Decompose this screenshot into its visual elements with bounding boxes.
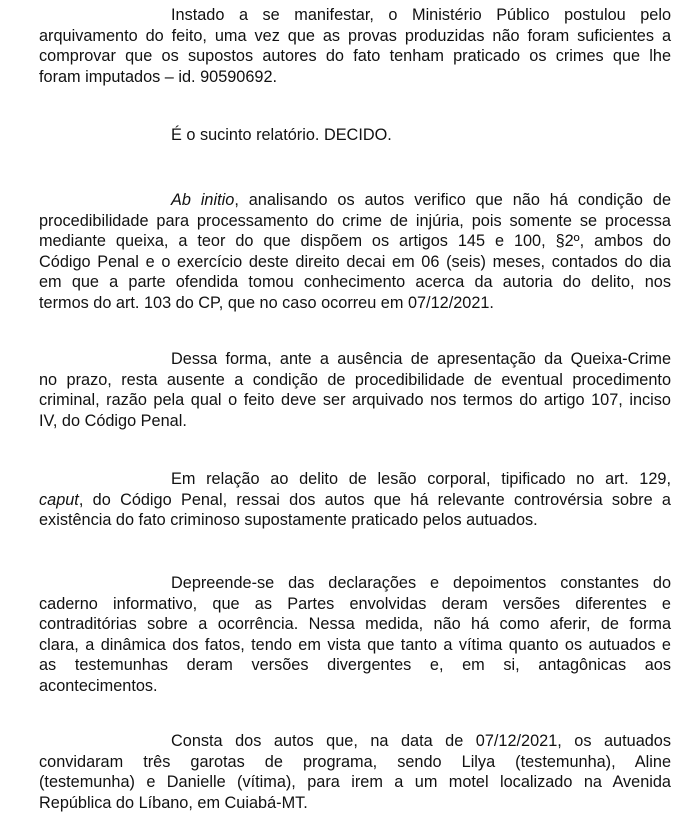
text-line: Depreende-se das declarações e depoimentos constantes do: [171, 574, 671, 592]
paragraph-dessa-forma: [39, 349, 671, 431]
text-line: [39, 190, 671, 211]
text-line: procedibilidade para processamento do crime de injúria, pois somente se processa: [39, 211, 671, 230]
text-line: Em relação ao delito de lesão corporal, tipificado no art. 129,: [171, 470, 671, 488]
paragraph-relatorio: [171, 125, 392, 146]
text-line: clara, a dinâmica dos fatos, tendo em vista que tanto a vítima quanto os autuados e: [39, 635, 671, 654]
paragraph-depreende-se: [39, 573, 671, 697]
paragraph-consta-dos-autos: [39, 731, 671, 813]
text-line: caderno informativo, que as Partes envolvidas deram versões diferentes e: [39, 594, 671, 613]
text-line: [39, 490, 671, 511]
italic-term: caput: [39, 490, 79, 509]
text-fragment: , analisando os autos verifico que não há condição de: [234, 191, 671, 209]
text-line: (testemunha) e Danielle (vítima), para irem a um motel localizado na Avenida: [39, 773, 671, 792]
paragraph-manifestacao: [39, 5, 671, 87]
paragraph-lesao-corporal: [39, 469, 671, 531]
paragraph-ab-initio: [39, 190, 671, 314]
text-line: convidaram três garotas de programa, sendo Lilya (testemunha), Aline: [39, 752, 671, 771]
text-line: Instado a se manifestar, o Ministério Público postulou pelo: [171, 6, 671, 24]
text-line: mediante queixa, a teor do que dispõem os artigos 145 e 100, §2º, ambos do: [39, 232, 671, 251]
text-fragment: , do Código Penal, ressai dos autos que há relevante controvérsia sobre a: [78, 490, 671, 509]
text-line: as testemunhas deram versões divergentes e, em si, antagônicas aos: [39, 656, 671, 675]
text-line: Dessa forma, ante a ausência de apresentação da Queixa-Crime: [171, 350, 671, 368]
text-line: Código Penal e o exercício deste direito decai em 06 (seis) meses, contados do dia: [39, 252, 671, 271]
italic-term: Ab initio: [171, 191, 235, 209]
text-line: existência do fato criminoso supostamente praticado pelos autuados.: [39, 511, 538, 530]
text-line: no prazo, resta ausente a condição de procedibilidade de eventual procedimento: [39, 370, 671, 389]
text-line: IV, do Código Penal.: [39, 411, 187, 430]
text-line: contraditórias sobre a ocorrência. Nessa medida, não há como aferir, de forma: [39, 615, 671, 634]
text-line: República do Líbano, em Cuiabá-MT.: [39, 793, 308, 812]
text-line: arquivamento do feito, uma vez que as provas produzidas não foram suficientes a: [39, 26, 671, 45]
text-line: comprovar que os supostos autores do fato tenham praticado os crimes que lhe: [39, 47, 671, 66]
text-line: criminal, razão pela qual o feito deve ser arquivado nos termos do artigo 107, inciso: [39, 391, 671, 410]
text-line: foram imputados – id. 90590692.: [39, 67, 278, 86]
text-line: termos do art. 103 do CP, que no caso ocorreu em 07/12/2021.: [39, 293, 494, 312]
text-line: em que a parte ofendida tomou conhecimento acerca da autoria do delito, nos: [39, 273, 671, 292]
text-line: É o sucinto relatório. DECIDO.: [171, 126, 392, 144]
text-line: acontecimentos.: [39, 676, 158, 695]
text-line: Consta dos autos que, na data de 07/12/2021, os autuados: [171, 732, 671, 750]
